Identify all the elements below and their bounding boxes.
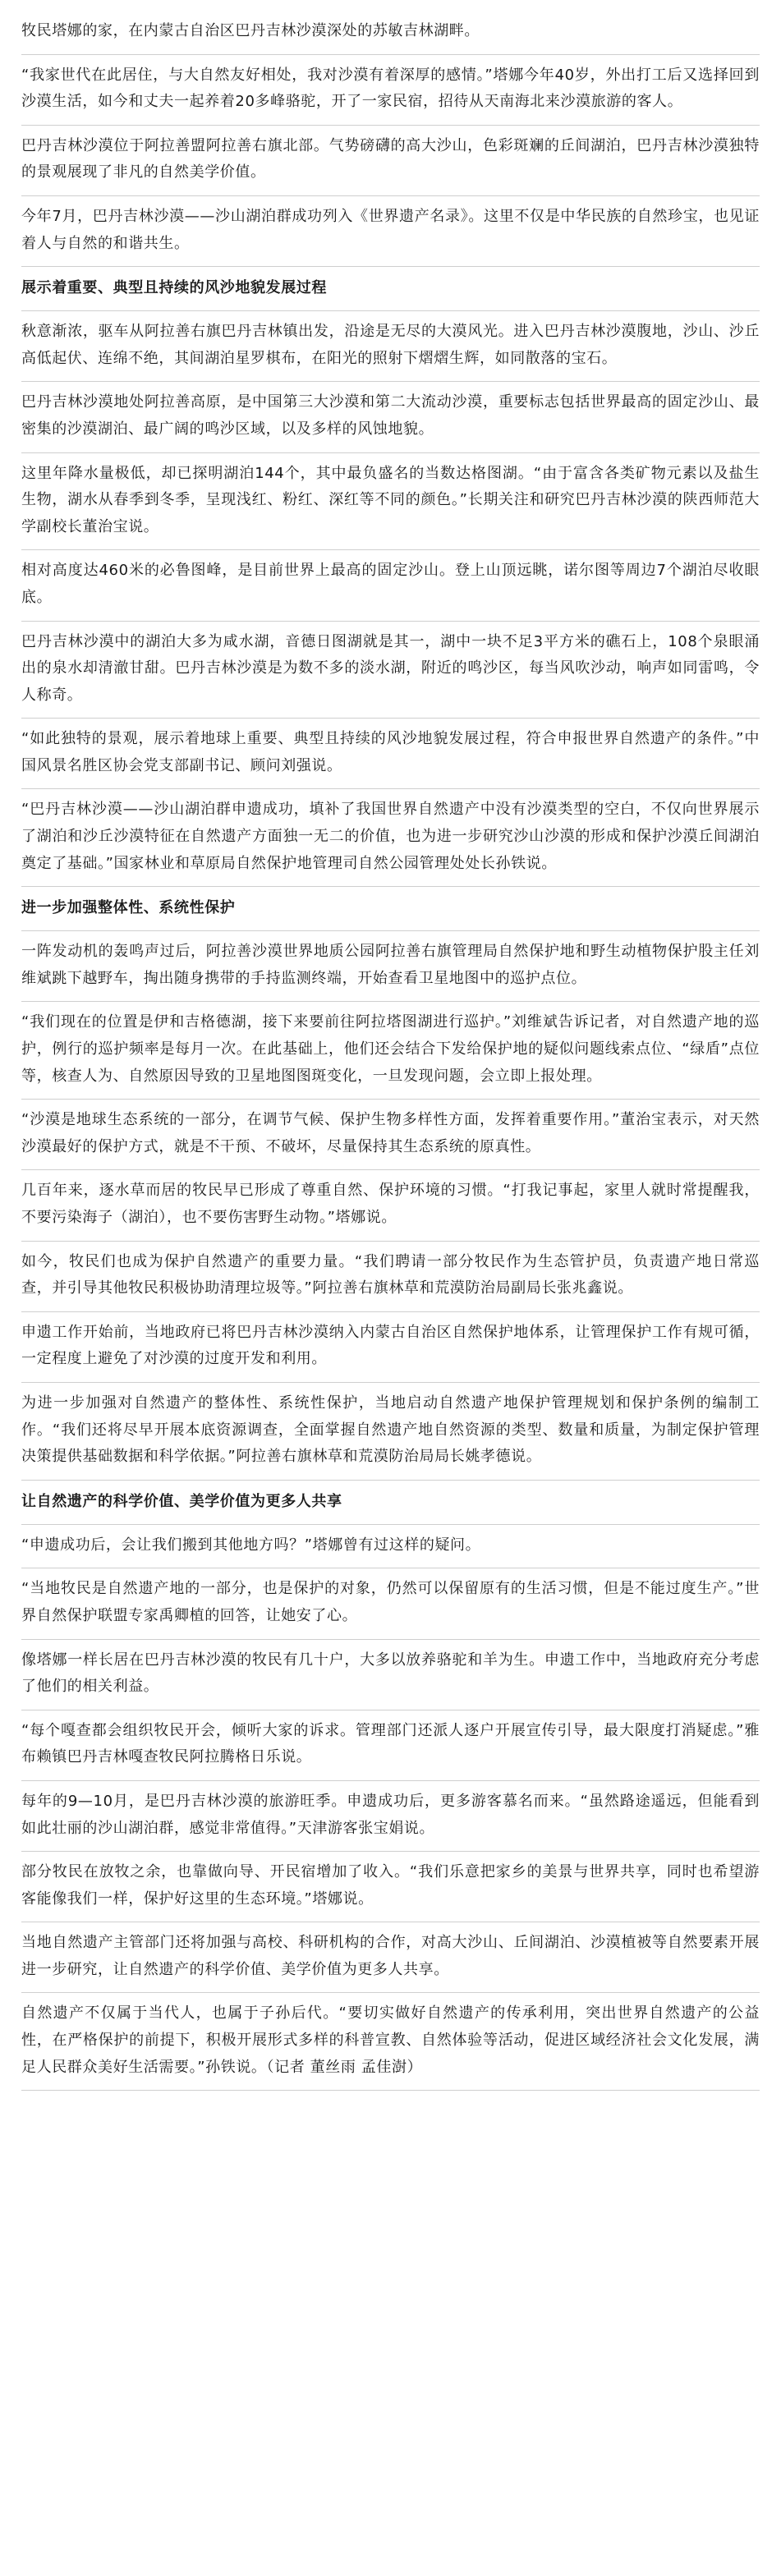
paragraph: 当地自然遗产主管部门还将加强与高校、科研机构的合作，对高大沙山、丘间湖泊、沙漠植被等自然要素开展进一步研究，让自然遗产的科学价值、美学价值为更多人共享。	[21, 1922, 760, 1993]
paragraph: 部分牧民在放牧之余，也靠做向导、开民宿增加了收入。“我们乐意把家乡的美景与世界共享，同时也希望游客能像我们一样，保护好这里的生态环境。”塔娜说。	[21, 1852, 760, 1922]
paragraph: “巴丹吉林沙漠——沙山湖泊群申遗成功，填补了我国世界自然遗产中没有沙漠类型的空白，不仅向世界展示了湖泊和沙丘沙漠特征在自然遗产方面独一无二的价值，也为进一步研究沙山沙漠的形成和保护沙漠丘间湖泊奠定了基础。”国家林业和草原局自然保护地管理司自然公园管理处处长孙铁说。	[21, 789, 760, 887]
paragraph: 巴丹吉林沙漠地处阿拉善高原，是中国第三大沙漠和第二大流动沙漠，重要标志包括世界最高的固定沙山、最密集的沙漠湖泊、最广阔的鸣沙区域，以及多样的风蚀地貌。	[21, 382, 760, 452]
paragraph: “当地牧民是自然遗产地的一部分，也是保护的对象，仍然可以保留原有的生活习惯，但是不能过度生产。”世界自然保护联盟专家禹卿植的回答，让她安了心。	[21, 1568, 760, 1639]
paragraph: 申遗工作开始前，当地政府已将巴丹吉林沙漠纳入内蒙古自治区自然保护地体系，让管理保护工作有规可循，一定程度上避免了对沙漠的过度开发和利用。	[21, 1312, 760, 1383]
paragraph: 为进一步加强对自然遗产的整体性、系统性保护，当地启动自然遗产地保护管理规划和保护条例的编制工作。“我们还将尽早开展本底资源调查，全面掌握自然遗产地自然资源的类型、数量和质量，为制定保护管理决策提供基础数据和科学依据。”阿拉善右旗林草和荒漠防治局局长姚孝德说。	[21, 1383, 760, 1481]
section-heading: 展示着重要、典型且持续的风沙地貌发展过程	[21, 267, 760, 311]
paragraph: 巴丹吉林沙漠中的湖泊大多为咸水湖，音德日图湖就是其一，湖中一块不足3平方米的礁石上，108个泉眼涌出的泉水却清澈甘甜。巴丹吉林沙漠是为数不多的淡水湖，附近的鸣沙区，每当风吹沙动，响声如同雷鸣，令人称奇。	[21, 622, 760, 719]
paragraph: 秋意渐浓，驱车从阿拉善右旗巴丹吉林镇出发，沿途是无尽的大漠风光。进入巴丹吉林沙漠腹地，沙山、沙丘高低起伏、连绵不绝，其间湖泊星罗棋布，在阳光的照射下熠熠生辉，如同散落的宝石。	[21, 311, 760, 382]
paragraph: “申遗成功后，会让我们搬到其他地方吗？”塔娜曾有过这样的疑问。	[21, 1525, 760, 1569]
paragraph: 巴丹吉林沙漠位于阿拉善盟阿拉善右旗北部。气势磅礴的高大沙山，色彩斑斓的丘间湖泊，巴丹吉林沙漠独特的景观展现了非凡的自然美学价值。	[21, 126, 760, 196]
paragraph: “我们现在的位置是伊和吉格德湖，接下来要前往阿拉塔图湖进行巡护。”刘维斌告诉记者，对自然遗产地的巡护，例行的巡护频率是每月一次。在此基础上，他们还会结合下发给保护地的疑似问题线索点位、“绿盾”点位等，核查人为、自然原因导致的卫星地图图斑变化，一旦发现问题，会立即上报处理。	[21, 1002, 760, 1100]
paragraph: 牧民塔娜的家，在内蒙古自治区巴丹吉林沙漠深处的苏敏吉林湖畔。	[21, 18, 760, 55]
paragraph: 自然遗产不仅属于当代人，也属于子孙后代。“要切实做好自然遗产的传承利用，突出世界自然遗产的公益性，在严格保护的前提下，积极开展形式多样的科普宣教、自然体验等活动，促进区域经济社会文化发展，满足人民群众美好生活需要。”孙铁说。（记者 董丝雨 孟佳澍）	[21, 1993, 760, 2091]
paragraph: “沙漠是地球生态系统的一部分，在调节气候、保护生物多样性方面，发挥着重要作用。”董治宝表示，对天然沙漠最好的保护方式，就是不干预、不破坏，尽量保持其生态系统的原真性。	[21, 1100, 760, 1170]
section-heading: 进一步加强整体性、系统性保护	[21, 887, 760, 931]
paragraph: 今年7月，巴丹吉林沙漠——沙山湖泊群成功列入《世界遗产名录》。这里不仅是中华民族的自然珍宝，也见证着人与自然的和谐共生。	[21, 196, 760, 267]
paragraph: “我家世代在此居住，与大自然友好相处，我对沙漠有着深厚的感情。”塔娜今年40岁，外出打工后又选择回到沙漠生活，如今和丈夫一起养着20多峰骆驼，开了一家民宿，招待从天南海北来沙漠旅游的客人。	[21, 55, 760, 126]
paragraph: 每年的9—10月，是巴丹吉林沙漠的旅游旺季。申遗成功后，更多游客慕名而来。“虽然路途遥远，但能看到如此壮丽的沙山湖泊群，感觉非常值得。”天津游客张宝娟说。	[21, 1781, 760, 1852]
paragraph: 如今，牧民们也成为保护自然遗产的重要力量。“我们聘请一部分牧民作为生态管护员，负责遗产地日常巡查，并引导其他牧民积极协助清理垃圾等。”阿拉善右旗林草和荒漠防治局副局长张兆鑫说。	[21, 1242, 760, 1312]
paragraph: “如此独特的景观，展示着地球上重要、典型且持续的风沙地貌发展过程，符合申报世界自然遗产的条件。”中国风景名胜区协会党支部副书记、顾问刘强说。	[21, 719, 760, 789]
paragraph: 相对高度达460米的必鲁图峰，是目前世界上最高的固定沙山。登上山顶远眺，诺尔图等周边7个湖泊尽收眼底。	[21, 550, 760, 621]
paragraph: 这里年降水量极低，却已探明湖泊144个，其中最负盛名的当数达格图湖。“由于富含各类矿物元素以及盐生生物，湖水从春季到冬季，呈现浅红、粉红、深红等不同的颜色。”长期关注和研究巴丹吉林沙漠的陕西师范大学副校长董治宝说。	[21, 453, 760, 551]
section-heading: 让自然遗产的科学价值、美学价值为更多人共享	[21, 1481, 760, 1525]
paragraph: 一阵发动机的轰鸣声过后，阿拉善沙漠世界地质公园阿拉善右旗管理局自然保护地和野生动植物保护股主任刘维斌跳下越野车，掏出随身携带的手持监测终端，开始查看卫星地图中的巡护点位。	[21, 931, 760, 1002]
paragraph: 像塔娜一样长居在巴丹吉林沙漠的牧民有几十户，大多以放养骆驼和羊为生。申遗工作中，当地政府充分考虑了他们的相关利益。	[21, 1640, 760, 1710]
paragraph: “每个嘎查都会组织牧民开会，倾听大家的诉求。管理部门还派人逐户开展宣传引导，最大限度打消疑虑。”雅布赖镇巴丹吉林嘎查牧民阿拉腾格日乐说。	[21, 1710, 760, 1781]
paragraph: 几百年来，逐水草而居的牧民早已形成了尊重自然、保护环境的习惯。“打我记事起，家里人就时常提醒我，不要污染海子（湖泊），也不要伤害野生动物。”塔娜说。	[21, 1170, 760, 1241]
